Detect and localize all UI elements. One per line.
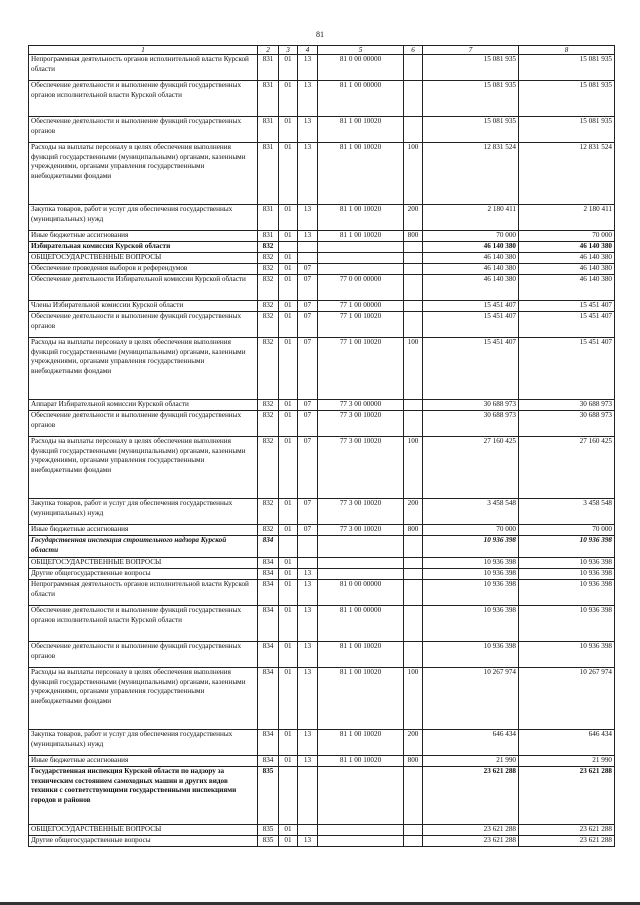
row-section-code: 01 bbox=[279, 411, 298, 437]
row-ministry-code: 832 bbox=[258, 400, 279, 411]
row-ministry-code: 834 bbox=[258, 606, 279, 642]
row-section-code: 01 bbox=[279, 400, 298, 411]
row-amount-year1: 12 831 524 bbox=[423, 143, 519, 205]
table-row bbox=[29, 231, 615, 242]
table-row bbox=[29, 253, 615, 264]
row-ministry-code: 834 bbox=[258, 756, 279, 767]
row-amount-year2: 10 936 398 bbox=[519, 606, 615, 642]
table-row bbox=[29, 730, 615, 756]
row-expense-type bbox=[404, 275, 423, 301]
row-subsection-code: 13 bbox=[298, 756, 318, 767]
table-row bbox=[29, 668, 615, 730]
row-target-article bbox=[318, 767, 404, 825]
row-amount-year1: 646 434 bbox=[423, 730, 519, 756]
row-expense-type: 200 bbox=[404, 205, 423, 231]
row-amount-year1: 46 140 380 bbox=[423, 253, 519, 264]
row-target-article: 77 1 00 00000 bbox=[318, 301, 404, 312]
row-subsection-code bbox=[298, 253, 318, 264]
table-row bbox=[29, 117, 615, 143]
row-amount-year1: 10 936 398 bbox=[423, 569, 519, 580]
table-row bbox=[29, 242, 615, 253]
row-expense-type bbox=[404, 312, 423, 338]
row-section-code: 01 bbox=[279, 117, 298, 143]
table-row bbox=[29, 400, 615, 411]
table-row bbox=[29, 275, 615, 301]
table-row bbox=[29, 143, 615, 205]
row-section-code: 01 bbox=[279, 55, 298, 81]
row-target-article: 81 1 00 10020 bbox=[318, 730, 404, 756]
row-subsection-code: 13 bbox=[298, 836, 318, 847]
row-section-code: 01 bbox=[279, 730, 298, 756]
row-amount-year2: 646 434 bbox=[519, 730, 615, 756]
row-name: Аппарат Избирательной комиссии Курской области bbox=[29, 400, 258, 411]
row-expense-type bbox=[404, 580, 423, 606]
row-amount-year1: 10 936 398 bbox=[423, 642, 519, 668]
row-ministry-code: 831 bbox=[258, 55, 279, 81]
row-ministry-code: 832 bbox=[258, 411, 279, 437]
row-subsection-code: 13 bbox=[298, 569, 318, 580]
row-amount-year1: 10 936 398 bbox=[423, 558, 519, 569]
row-subsection-code: 07 bbox=[298, 400, 318, 411]
row-target-article bbox=[318, 242, 404, 253]
row-amount-year2: 30 688 973 bbox=[519, 411, 615, 437]
table-row bbox=[29, 312, 615, 338]
row-name: Члены Избирательной комиссии Курской области bbox=[29, 301, 258, 312]
row-ministry-code: 834 bbox=[258, 580, 279, 606]
row-expense-type bbox=[404, 558, 423, 569]
row-expense-type: 100 bbox=[404, 338, 423, 400]
row-target-article: 77 3 00 10020 bbox=[318, 525, 404, 536]
row-expense-type bbox=[404, 81, 423, 117]
row-subsection-code: 13 bbox=[298, 606, 318, 642]
row-ministry-code: 832 bbox=[258, 301, 279, 312]
row-amount-year2: 2 180 411 bbox=[519, 205, 615, 231]
row-expense-type: 800 bbox=[404, 525, 423, 536]
row-expense-type bbox=[404, 767, 423, 825]
row-ministry-code: 834 bbox=[258, 730, 279, 756]
row-ministry-code: 835 bbox=[258, 836, 279, 847]
row-amount-year2: 23 621 288 bbox=[519, 767, 615, 825]
table-row bbox=[29, 301, 615, 312]
row-ministry-code: 832 bbox=[258, 312, 279, 338]
table-row bbox=[29, 825, 615, 836]
row-subsection-code bbox=[298, 767, 318, 825]
row-section-code: 01 bbox=[279, 205, 298, 231]
row-name: Государственная инспекция Курской области по надзору за техническим состоянием самоходных машин и других видов техники с соответствующими государственными инспекциями городов и районов bbox=[29, 767, 258, 825]
row-amount-year1: 70 000 bbox=[423, 231, 519, 242]
row-target-article bbox=[318, 558, 404, 569]
row-expense-type bbox=[404, 411, 423, 437]
row-subsection-code: 13 bbox=[298, 81, 318, 117]
row-ministry-code: 832 bbox=[258, 253, 279, 264]
row-name: Государственная инспекция строительного надзора Курской области bbox=[29, 536, 258, 558]
table-row bbox=[29, 642, 615, 668]
row-ministry-code: 831 bbox=[258, 81, 279, 117]
row-ministry-code: 831 bbox=[258, 205, 279, 231]
row-amount-year2: 23 621 288 bbox=[519, 825, 615, 836]
row-name: Иные бюджетные ассигнования bbox=[29, 231, 258, 242]
row-ministry-code: 832 bbox=[258, 338, 279, 400]
table-row bbox=[29, 536, 615, 558]
row-amount-year2: 10 936 398 bbox=[519, 558, 615, 569]
row-ministry-code: 831 bbox=[258, 143, 279, 205]
row-name: Непрограммная деятельность органов исполнительной власти Курской области bbox=[29, 55, 258, 81]
row-amount-year1: 21 990 bbox=[423, 756, 519, 767]
table-row bbox=[29, 606, 615, 642]
row-target-article: 77 3 00 00000 bbox=[318, 400, 404, 411]
table-row bbox=[29, 437, 615, 499]
table-row bbox=[29, 338, 615, 400]
row-section-code bbox=[279, 536, 298, 558]
row-subsection-code: 13 bbox=[298, 143, 318, 205]
row-section-code: 01 bbox=[279, 580, 298, 606]
row-target-article: 81 1 00 10020 bbox=[318, 756, 404, 767]
row-subsection-code bbox=[298, 825, 318, 836]
row-amount-year1: 15 451 407 bbox=[423, 338, 519, 400]
row-name: ОБЩЕГОСУДАРСТВЕННЫЕ ВОПРОСЫ bbox=[29, 253, 258, 264]
row-amount-year1: 10 936 398 bbox=[423, 606, 519, 642]
row-expense-type bbox=[404, 301, 423, 312]
row-section-code: 01 bbox=[279, 756, 298, 767]
row-target-article bbox=[318, 569, 404, 580]
row-section-code: 01 bbox=[279, 668, 298, 730]
row-ministry-code: 834 bbox=[258, 642, 279, 668]
row-name: Непрограммная деятельность органов исполнительной власти Курской области bbox=[29, 580, 258, 606]
row-amount-year1: 70 000 bbox=[423, 525, 519, 536]
row-amount-year2: 27 160 425 bbox=[519, 437, 615, 499]
row-target-article: 81 1 00 10020 bbox=[318, 205, 404, 231]
row-subsection-code: 13 bbox=[298, 580, 318, 606]
row-expense-type: 200 bbox=[404, 730, 423, 756]
row-name: Обеспечение деятельности и выполнение функций государственных органов bbox=[29, 312, 258, 338]
row-subsection-code: 07 bbox=[298, 437, 318, 499]
row-amount-year2: 46 140 380 bbox=[519, 253, 615, 264]
row-ministry-code: 835 bbox=[258, 825, 279, 836]
column-header: 5 bbox=[318, 46, 404, 55]
row-amount-year1: 15 081 935 bbox=[423, 81, 519, 117]
row-section-code: 01 bbox=[279, 437, 298, 499]
row-section-code bbox=[279, 242, 298, 253]
row-name: Расходы на выплаты персоналу в целях обеспечения выполнения функций государственными (муниципальными) органами, казенными учреждениями, органами управления государственными внебюджетными фондами bbox=[29, 143, 258, 205]
row-amount-year1: 15 451 407 bbox=[423, 301, 519, 312]
row-amount-year1: 15 081 935 bbox=[423, 117, 519, 143]
row-subsection-code bbox=[298, 242, 318, 253]
row-target-article bbox=[318, 836, 404, 847]
row-expense-type bbox=[404, 264, 423, 275]
row-target-article: 77 3 00 10020 bbox=[318, 499, 404, 525]
row-section-code: 01 bbox=[279, 312, 298, 338]
row-target-article: 77 0 00 00000 bbox=[318, 275, 404, 301]
row-amount-year1: 23 621 288 bbox=[423, 825, 519, 836]
row-name: Обеспечение деятельности и выполнение функций государственных органов bbox=[29, 642, 258, 668]
row-name: Обеспечение деятельности и выполнение функций государственных органов bbox=[29, 411, 258, 437]
row-subsection-code bbox=[298, 536, 318, 558]
row-ministry-code: 832 bbox=[258, 525, 279, 536]
row-expense-type: 100 bbox=[404, 668, 423, 730]
row-name: Другие общегосударственные вопросы bbox=[29, 836, 258, 847]
row-section-code: 01 bbox=[279, 569, 298, 580]
row-subsection-code: 07 bbox=[298, 525, 318, 536]
row-ministry-code: 835 bbox=[258, 767, 279, 825]
table-body bbox=[29, 55, 615, 847]
table-row bbox=[29, 499, 615, 525]
row-expense-type bbox=[404, 536, 423, 558]
row-section-code: 01 bbox=[279, 642, 298, 668]
row-section-code: 01 bbox=[279, 231, 298, 242]
row-section-code: 01 bbox=[279, 836, 298, 847]
row-expense-type bbox=[404, 825, 423, 836]
row-expense-type bbox=[404, 836, 423, 847]
row-name: Иные бюджетные ассигнования bbox=[29, 756, 258, 767]
row-expense-type bbox=[404, 642, 423, 668]
row-subsection-code: 13 bbox=[298, 730, 318, 756]
row-subsection-code: 07 bbox=[298, 264, 318, 275]
row-amount-year2: 46 140 380 bbox=[519, 275, 615, 301]
row-amount-year2: 10 936 398 bbox=[519, 642, 615, 668]
row-section-code: 01 bbox=[279, 825, 298, 836]
column-header: 8 bbox=[519, 46, 615, 55]
row-expense-type bbox=[404, 569, 423, 580]
row-section-code: 01 bbox=[279, 275, 298, 301]
column-header: 1 bbox=[29, 46, 258, 55]
row-amount-year1: 27 160 425 bbox=[423, 437, 519, 499]
row-subsection-code: 07 bbox=[298, 275, 318, 301]
row-amount-year2: 12 831 524 bbox=[519, 143, 615, 205]
column-header: 2 bbox=[258, 46, 279, 55]
row-section-code bbox=[279, 767, 298, 825]
page-number: 81 bbox=[316, 30, 324, 39]
row-amount-year1: 2 180 411 bbox=[423, 205, 519, 231]
row-amount-year1: 10 936 398 bbox=[423, 580, 519, 606]
table-row bbox=[29, 558, 615, 569]
row-amount-year2: 30 688 973 bbox=[519, 400, 615, 411]
row-target-article: 81 1 00 10020 bbox=[318, 668, 404, 730]
row-ministry-code: 832 bbox=[258, 275, 279, 301]
row-amount-year2: 3 458 548 bbox=[519, 499, 615, 525]
row-name: Закупка товаров, работ и услуг для обеспечения государственных (муниципальных) нужд bbox=[29, 730, 258, 756]
row-expense-type: 800 bbox=[404, 231, 423, 242]
table-row bbox=[29, 836, 615, 847]
row-subsection-code: 13 bbox=[298, 642, 318, 668]
row-name: Закупка товаров, работ и услуг для обеспечения государственных (муниципальных) нужд bbox=[29, 205, 258, 231]
row-amount-year1: 23 621 288 bbox=[423, 767, 519, 825]
row-amount-year2: 10 267 974 bbox=[519, 668, 615, 730]
row-section-code: 01 bbox=[279, 499, 298, 525]
table-row bbox=[29, 580, 615, 606]
row-target-article: 81 1 00 00000 bbox=[318, 81, 404, 117]
row-amount-year2: 15 451 407 bbox=[519, 312, 615, 338]
column-header: 3 bbox=[279, 46, 298, 55]
row-subsection-code: 07 bbox=[298, 338, 318, 400]
row-amount-year1: 46 140 380 bbox=[423, 275, 519, 301]
row-name: Обеспечение деятельности и выполнение функций государственных органов bbox=[29, 117, 258, 143]
table-row bbox=[29, 81, 615, 117]
row-target-article bbox=[318, 253, 404, 264]
row-target-article: 81 0 00 00000 bbox=[318, 55, 404, 81]
table-row bbox=[29, 569, 615, 580]
row-amount-year2: 46 140 380 bbox=[519, 242, 615, 253]
row-ministry-code: 834 bbox=[258, 536, 279, 558]
row-ministry-code: 834 bbox=[258, 668, 279, 730]
row-expense-type bbox=[404, 117, 423, 143]
row-amount-year2: 10 936 398 bbox=[519, 536, 615, 558]
row-target-article: 81 0 00 00000 bbox=[318, 580, 404, 606]
row-target-article: 77 3 00 10020 bbox=[318, 411, 404, 437]
row-name: Расходы на выплаты персоналу в целях обеспечения выполнения функций государственными (муниципальными) органами, казенными учреждениями, органами управления государственными внебюджетными фондами bbox=[29, 668, 258, 730]
row-name: Иные бюджетные ассигнования bbox=[29, 525, 258, 536]
row-section-code: 01 bbox=[279, 81, 298, 117]
table-row bbox=[29, 767, 615, 825]
row-expense-type bbox=[404, 606, 423, 642]
row-name: Расходы на выплаты персоналу в целях обеспечения выполнения функций государственными (муниципальными) органами, казенными учреждениями, органами управления государственными внебюджетными фондами bbox=[29, 437, 258, 499]
row-ministry-code: 832 bbox=[258, 499, 279, 525]
row-expense-type: 200 bbox=[404, 499, 423, 525]
row-expense-type bbox=[404, 400, 423, 411]
row-amount-year1: 10 267 974 bbox=[423, 668, 519, 730]
table-row bbox=[29, 205, 615, 231]
row-amount-year1: 15 451 407 bbox=[423, 312, 519, 338]
row-amount-year2: 23 621 288 bbox=[519, 836, 615, 847]
row-amount-year1: 30 688 973 bbox=[423, 400, 519, 411]
row-amount-year1: 46 140 380 bbox=[423, 264, 519, 275]
row-amount-year1: 30 688 973 bbox=[423, 411, 519, 437]
row-section-code: 01 bbox=[279, 301, 298, 312]
table-row bbox=[29, 756, 615, 767]
row-name: ОБЩЕГОСУДАРСТВЕННЫЕ ВОПРОСЫ bbox=[29, 825, 258, 836]
row-expense-type bbox=[404, 242, 423, 253]
row-target-article: 81 1 00 00000 bbox=[318, 606, 404, 642]
row-section-code: 01 bbox=[279, 264, 298, 275]
row-subsection-code: 13 bbox=[298, 117, 318, 143]
row-subsection-code: 13 bbox=[298, 205, 318, 231]
row-amount-year1: 3 458 548 bbox=[423, 499, 519, 525]
table-row bbox=[29, 411, 615, 437]
row-expense-type: 800 bbox=[404, 756, 423, 767]
row-target-article: 77 1 00 10020 bbox=[318, 338, 404, 400]
row-amount-year2: 70 000 bbox=[519, 231, 615, 242]
row-ministry-code: 832 bbox=[258, 264, 279, 275]
row-section-code: 01 bbox=[279, 253, 298, 264]
row-target-article: 81 1 00 10020 bbox=[318, 143, 404, 205]
row-subsection-code: 13 bbox=[298, 668, 318, 730]
row-name: Обеспечение деятельности и выполнение функций государственных органов исполнительной власти Курской области bbox=[29, 606, 258, 642]
row-subsection-code: 07 bbox=[298, 301, 318, 312]
row-target-article bbox=[318, 536, 404, 558]
table-row bbox=[29, 264, 615, 275]
row-ministry-code: 832 bbox=[258, 437, 279, 499]
row-ministry-code: 832 bbox=[258, 242, 279, 253]
row-amount-year2: 10 936 398 bbox=[519, 580, 615, 606]
column-header: 7 bbox=[423, 46, 519, 55]
row-subsection-code: 07 bbox=[298, 499, 318, 525]
row-subsection-code: 07 bbox=[298, 312, 318, 338]
row-subsection-code bbox=[298, 558, 318, 569]
column-number-row bbox=[29, 46, 615, 55]
row-amount-year2: 10 936 398 bbox=[519, 569, 615, 580]
column-header: 4 bbox=[298, 46, 318, 55]
row-section-code: 01 bbox=[279, 143, 298, 205]
row-subsection-code: 07 bbox=[298, 411, 318, 437]
row-section-code: 01 bbox=[279, 606, 298, 642]
row-target-article: 77 1 00 10020 bbox=[318, 312, 404, 338]
budget-table bbox=[28, 45, 615, 847]
row-ministry-code: 834 bbox=[258, 569, 279, 580]
row-target-article: 77 3 00 10020 bbox=[318, 437, 404, 499]
row-amount-year1: 15 081 935 bbox=[423, 55, 519, 81]
row-target-article bbox=[318, 264, 404, 275]
row-amount-year2: 21 990 bbox=[519, 756, 615, 767]
row-ministry-code: 831 bbox=[258, 231, 279, 242]
row-name: Закупка товаров, работ и услуг для обеспечения государственных (муниципальных) нужд bbox=[29, 499, 258, 525]
row-amount-year2: 70 000 bbox=[519, 525, 615, 536]
row-name: Расходы на выплаты персоналу в целях обеспечения выполнения функций государственными (муниципальными) органами, казенными учреждениями, органами управления государственными внебюджетными фондами bbox=[29, 338, 258, 400]
table-row bbox=[29, 525, 615, 536]
row-section-code: 01 bbox=[279, 558, 298, 569]
row-amount-year2: 15 081 935 bbox=[519, 117, 615, 143]
row-ministry-code: 831 bbox=[258, 117, 279, 143]
column-header: 6 bbox=[404, 46, 423, 55]
row-name: Другие общегосударственные вопросы bbox=[29, 569, 258, 580]
row-ministry-code: 834 bbox=[258, 558, 279, 569]
row-name: ОБЩЕГОСУДАРСТВЕННЫЕ ВОПРОСЫ bbox=[29, 558, 258, 569]
row-name: Обеспечение проведения выборов и референдумов bbox=[29, 264, 258, 275]
table-row bbox=[29, 55, 615, 81]
row-expense-type: 100 bbox=[404, 143, 423, 205]
row-amount-year2: 15 451 407 bbox=[519, 338, 615, 400]
row-amount-year1: 46 140 380 bbox=[423, 242, 519, 253]
row-target-article bbox=[318, 825, 404, 836]
row-subsection-code: 13 bbox=[298, 55, 318, 81]
row-amount-year2: 15 081 935 bbox=[519, 81, 615, 117]
row-expense-type bbox=[404, 253, 423, 264]
row-amount-year1: 23 621 288 bbox=[423, 836, 519, 847]
row-section-code: 01 bbox=[279, 338, 298, 400]
row-target-article: 81 1 00 10020 bbox=[318, 642, 404, 668]
row-name: Обеспечение деятельности и выполнение функций государственных органов исполнительной власти Курской области bbox=[29, 81, 258, 117]
row-expense-type: 100 bbox=[404, 437, 423, 499]
row-amount-year2: 46 140 380 bbox=[519, 264, 615, 275]
row-section-code: 01 bbox=[279, 525, 298, 536]
row-name: Обеспечение деятельности Избирательной комиссии Курской области bbox=[29, 275, 258, 301]
row-target-article: 81 1 00 10020 bbox=[318, 117, 404, 143]
row-amount-year2: 15 451 407 bbox=[519, 301, 615, 312]
row-expense-type bbox=[404, 55, 423, 81]
row-target-article: 81 1 00 10020 bbox=[318, 231, 404, 242]
row-subsection-code: 13 bbox=[298, 231, 318, 242]
row-amount-year1: 10 936 398 bbox=[423, 536, 519, 558]
row-amount-year2: 15 081 935 bbox=[519, 55, 615, 81]
row-name: Избирательная комиссия Курской области bbox=[29, 242, 258, 253]
